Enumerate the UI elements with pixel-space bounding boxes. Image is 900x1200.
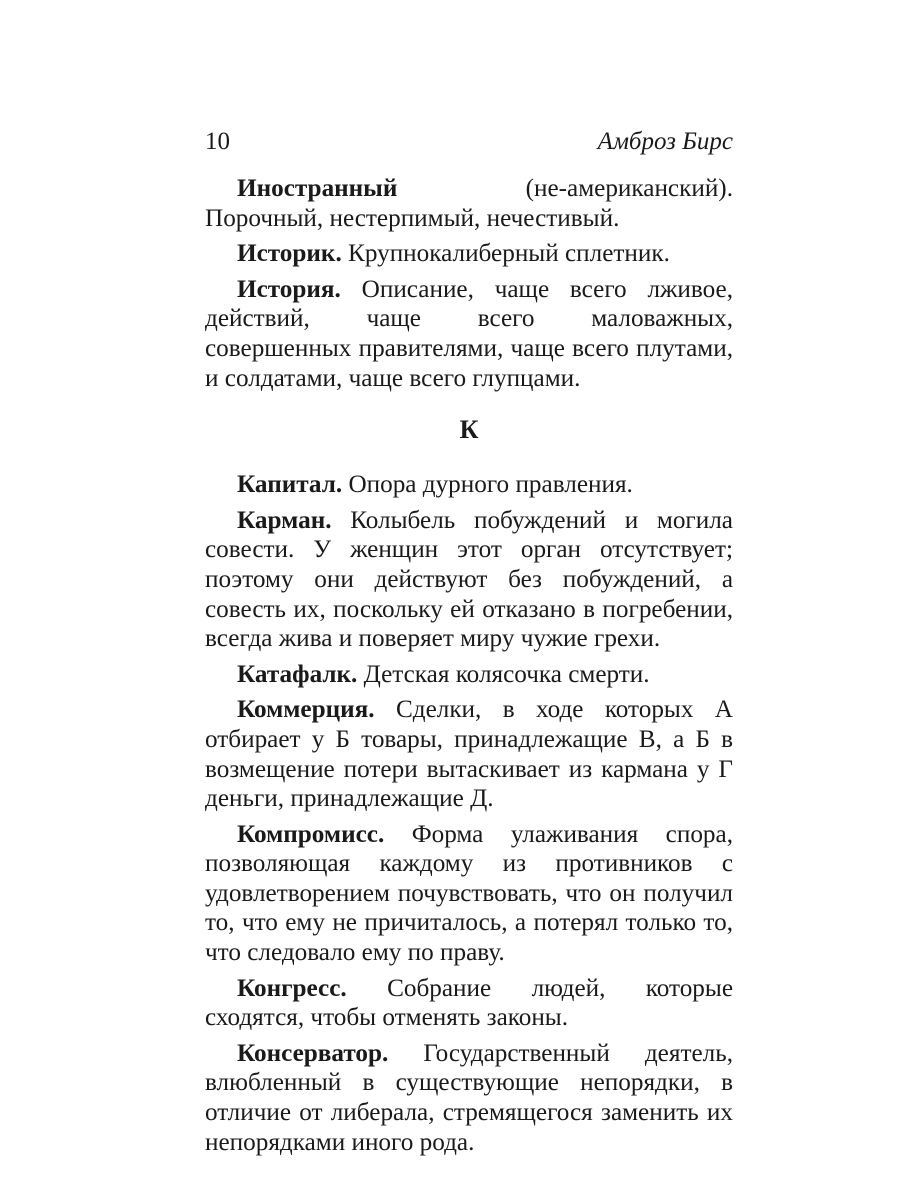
entry-term: Иностранный (237, 175, 398, 202)
entry-definition: Опора дурного правления. (342, 471, 633, 499)
dictionary-entry-pocket (205, 506, 733, 654)
entry-term: История. (237, 275, 341, 303)
letter-section-heading: К (459, 415, 479, 445)
entry-term: Компромисс. (237, 820, 385, 848)
entry-definition: Описание, чаще всего лживое, действий, чаще всего маловажных, совершенных правителями, чаще всего плутами, и солдатами, чаще всего глупцами. (205, 275, 733, 392)
running-head-author: Амброз Бирс (597, 128, 733, 155)
entry-term: Катафалк. (237, 660, 358, 688)
entry-term: Карман. (237, 506, 332, 534)
entry-definition: (не-американский). Порочный, нестерпимый, нечестивый. (205, 175, 733, 232)
entry-term: Конгресс. (237, 974, 347, 1002)
page-body (205, 174, 733, 1157)
entry-term: Коммерция. (237, 696, 375, 724)
entry-definition: Государственный деятель, влюбленный в существующие непорядки, в отличие от либерала, стремящегося заменить их непорядками иного рода. (205, 1039, 733, 1156)
entry-definition: Крупнокалиберный сплетник. (341, 240, 670, 268)
dictionary-entry-history (205, 275, 733, 393)
entry-term: Консерватор. (237, 1039, 389, 1067)
dictionary-entry-conservative (205, 1039, 733, 1157)
dictionary-entry-commerce (205, 695, 733, 813)
page-header (205, 128, 733, 162)
entry-term: Историк. (237, 240, 342, 268)
entry-definition: Сделки, в ходе которых А отбирает у Б товары, принадлежащие В, а Б в возмещение потери вытаскивает из кармана у Г деньги, принадлежащие Д. (205, 696, 733, 813)
dictionary-entry-hearse (205, 660, 733, 690)
entry-definition: Детская колясочка смерти. (357, 660, 650, 688)
dictionary-entry-capital (205, 470, 733, 500)
dictionary-entry-historian (205, 239, 733, 269)
entry-definition: Колыбель побуждений и могила совести. У женщин этот орган отсутствует; поэтому они действуют без побуждений, а совесть их, поскольку ей отказано в погребении, всегда жива и поверяет миру чужие грехи. (205, 506, 733, 653)
dictionary-entry-foreign (205, 174, 733, 233)
entry-definition: Форма улаживания спора, позволяющая каждому из противников с удовлетворением почувствовать, что он получил то, что ему не причиталось, а потерял только то, что следовало ему по праву. (205, 820, 733, 967)
entry-definition: Собрание людей, которые сходятся, чтобы отменять законы. (205, 974, 733, 1032)
entry-term: Капитал. (237, 471, 343, 499)
dictionary-entry-congress (205, 974, 733, 1033)
page-number: 10 (205, 128, 230, 155)
dictionary-entry-compromise (205, 820, 733, 968)
